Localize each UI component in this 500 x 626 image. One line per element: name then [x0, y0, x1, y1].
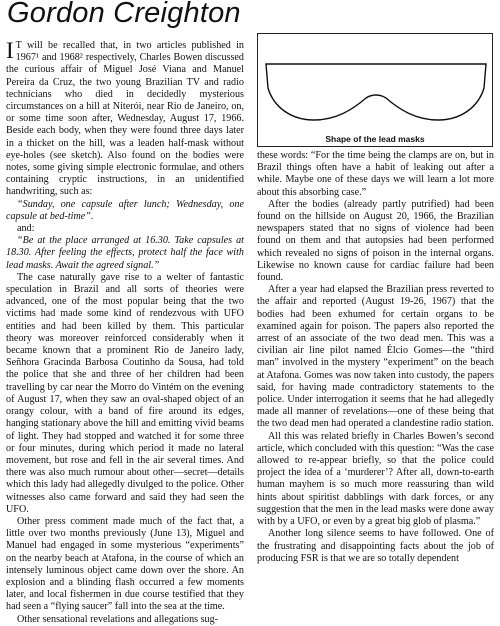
paragraph	[257, 199, 494, 284]
paragraph	[257, 150, 494, 199]
paragraph-text: The case naturally gave rise to a welter of fantastic speculation in Brazil and all sorts of theories were advanced, one of the most popular being that the two victims had made some kind of rendezvous with UFO entities and had been killed by them. This particular theory was moreover reinforced considerably when it became known that a prominent Rio de Janeiro lady, Señhora Gracinda Barbosa Coutinho da Sousa, had told the police that she and three of her children had been travelling by car near the Morro do Vintém on the evening of August 17, when they saw an oval-shaped object of an orangy colour, with a band of fire around its edges, hanging stationary above the hill and emitting vivid beams of light. They had stopped and watched it for some three or four minutes, during which period it made no lateral movement, but rose and fell in the air several times. And there was also much rumour about other—secret—details which this lady had allegedly divulged to the police. Other witnesses also came forward and said they had seen the UFO.	[6, 271, 244, 515]
paragraph	[257, 284, 494, 430]
paragraph-text: T will be recalled that, in two articles published in 1967¹ and 1968² respectively, Charles Bowen discussed the curious affair of Miguel José Viana and Manuel Pereira da Cruz, the two young Brazilian TV and radio technicians who died in decidedly mysterious circumstances on a hill at Niterói, near Rio de Janeiro, on, or some time soon after, Wednesday, August 17, 1966. Beside each body, when they were found three days later in a thicket on the hill, was a leaden half-mask without eye-holes (see sketch). Also found on the bodies were notes, some giving simple electronic formulae, and others containing cryptic instructions, in an unidentified handwriting, such as:	[6, 40, 244, 198]
paragraph	[257, 431, 494, 529]
figure-caption: Shape of the lead masks	[325, 134, 425, 144]
paragraph-text: and:	[17, 223, 35, 235]
drop-cap: I	[6, 38, 14, 63]
paragraph-text: Other sensational revelations and allegations sug-	[17, 613, 219, 625]
paragraph	[6, 614, 244, 626]
paragraph	[6, 272, 244, 516]
paragraph-text: After the bodies (already partly putrified) had been found on the hillside on August 20, 1966, the Brazilian newspapers stated that no signs of violence had been found on them and that autopsies had been performed which revealed no signs of poison in the internal organs. Likewise no known cause for cardiac failure had been found.	[257, 198, 494, 284]
paragraph	[6, 40, 244, 199]
paragraph	[6, 235, 244, 272]
paragraph-text: Other press comment made much of the fact that, a little over two months previously (June 13), Miguel and Manuel had engaged in some mysterious “experiments” on the nearby beach at Atafona, in the course of which an intensely luminous object came down over the shore. An explosion and a blinding flash occurred a few moments later, and local fishermen in due course testified that they had seen a “flying saucer” fall into the sea at the time.	[6, 515, 244, 613]
paragraph-text: “Sunday, one capsule after lunch; Wednesday, one capsule at bed-time”.	[6, 198, 244, 222]
mask-outline	[266, 64, 486, 120]
left-column	[6, 40, 244, 626]
paragraph	[6, 516, 244, 614]
paragraph	[6, 199, 244, 223]
paragraph	[257, 528, 494, 565]
paragraph-text: After a year had elapsed the Brazilian press reverted to the affair and reported (August 19-26, 1967) that the bodies had been exhumed for certain organs to be examined again for poison. The papers also reported the arrest of an associate of the two dead men. This was a civilian air line pilot named Élcio Gomes—the “third man” involved in the mystery “experiment” on the beach at Atafona. Gomes was now taken into custody, the papers said, for having made contradictory statements to the police. Under interrogation it seems that he had allegedly made all manner of revelations—one of these being that the two dead men had operated a clandestine radio station.	[257, 284, 494, 430]
paragraph-text: “Be at the place arranged at 16.30. Take capsules at 18.30. After feeling the effects, protect half the face with lead masks. Await the agreed signal.”	[6, 235, 244, 271]
paragraph	[6, 223, 244, 235]
lead-mask-figure	[257, 33, 493, 147]
paragraph-text: these words: “For the time being the clamps are on, but in Brazil things often have a habit of leaking out after a while. Maybe one of these days we will learn a lot more about this absorbing case.”	[257, 150, 494, 198]
author-heading: Gordon Creighton	[7, 0, 241, 29]
lead-mask-drawing	[258, 34, 494, 148]
right-column	[257, 150, 494, 565]
paragraph-text: All this was related briefly in Charles Bowen’s second article, which concluded with this question: “Was the case allowed to re-appear briefly, so that the police could project the idea of a ‘murderer’? After all, down-to-earth human mayhem is so much more reassuring than wild hints about spiritist dabblings with dark forces, or any suggestion that the men in the lead masks were done away with by a UFO, or even by a great big glob of plasma.”	[257, 430, 494, 528]
paragraph-text: Another long silence seems to have followed. One of the frustrating and disappointing facts about the job of producing FSR is that we are so totally dependent	[257, 528, 494, 564]
